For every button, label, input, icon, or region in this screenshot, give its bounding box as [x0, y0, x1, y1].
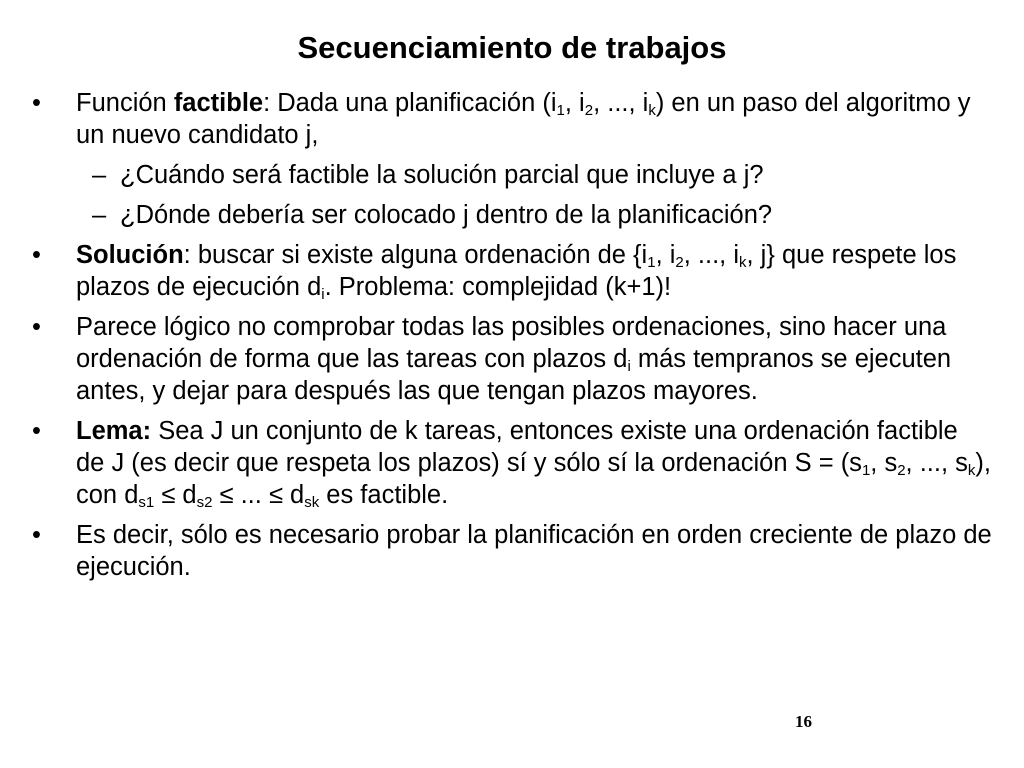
- sub-item-text: ¿Cuándo será factible la solución parcial que incluye a j?: [120, 161, 764, 189]
- bullet-es-decir: [32, 519, 992, 583]
- bullet-marker: •: [32, 89, 41, 117]
- subscript: 2: [675, 254, 684, 271]
- slide-title: Secuenciamiento de trabajos: [297, 30, 727, 65]
- subscript: k: [967, 462, 976, 479]
- bullet-marker: •: [32, 241, 41, 269]
- text-run: , j} que respete los plazos de ejecución d: [76, 241, 957, 301]
- text-run: ≤ d: [154, 481, 197, 509]
- subscript: i: [627, 358, 631, 375]
- bullet-lema: [32, 415, 992, 511]
- bullet-marker: •: [32, 521, 41, 549]
- sub-item-donde: [32, 199, 992, 231]
- text-run: , i: [655, 241, 676, 269]
- subscript: 1: [556, 102, 565, 119]
- subscript: k: [739, 254, 747, 271]
- subscript: 2: [897, 462, 906, 479]
- bullet-text: [76, 313, 951, 405]
- text-run: , i: [564, 89, 585, 117]
- page-number: 16: [795, 712, 812, 731]
- text-run: Parece lógico no comprobar todas las posibles ordenaciones, sino hacer una ordenación de forma que las tareas con plazos d: [76, 313, 947, 373]
- dash-marker: –: [92, 201, 107, 229]
- text-run: Sea J un conjunto de k tareas, entonces existe una ordenación factible de J (es decir que respeta los plazos) sí y sólo sí la ordenación S = (s: [76, 417, 958, 477]
- subscript: 1: [861, 462, 871, 479]
- dash-marker: –: [92, 161, 107, 189]
- bullet-funcion-factible: [32, 87, 992, 151]
- sub-item-text: ¿Dónde debería ser colocado j dentro de la planificación?: [120, 201, 773, 229]
- slide-content: [32, 87, 992, 591]
- bullet-solucion: [32, 239, 992, 303]
- text-run: : buscar si existe alguna ordenación de {i: [183, 241, 648, 269]
- subscript: i: [321, 286, 325, 303]
- text-run: es factible.: [319, 481, 449, 509]
- subscript: 1: [647, 254, 656, 271]
- text-run: : Dada una planificación (i: [263, 89, 557, 117]
- bullet-text: Es decir, sólo es necesario probar la planificación en orden creciente de plazo de ejecución.: [76, 521, 992, 581]
- text-run: , ..., i: [593, 89, 649, 117]
- text-run: , ..., i: [683, 241, 740, 269]
- bullet-text: [76, 241, 956, 301]
- bullet-marker: •: [32, 417, 41, 445]
- subscript: k: [648, 102, 656, 119]
- bullet-marker: •: [32, 313, 41, 341]
- bold-term: factible: [173, 89, 264, 117]
- text-run: ) en un paso del algoritmo y un nuevo candidato j,: [76, 89, 971, 149]
- text-run: ), con d: [76, 449, 991, 509]
- bold-term: Solución: [76, 241, 184, 269]
- bullet-text: [76, 417, 991, 509]
- subscript: s1: [138, 494, 155, 511]
- text-run: , s: [870, 449, 898, 477]
- text-run: . Problema: complejidad (k+1)!: [324, 273, 672, 301]
- subscript: sk: [304, 494, 320, 511]
- text-run: , ..., s: [905, 449, 968, 477]
- text-run: ≤ ... ≤ d: [212, 481, 305, 509]
- subscript: s2: [196, 494, 213, 511]
- sub-item-cuando: [32, 159, 992, 191]
- bullet-text: [76, 89, 971, 149]
- bold-term: Lema:: [76, 417, 152, 445]
- text-run: Función: [76, 89, 174, 117]
- subscript: 2: [584, 102, 594, 119]
- text-run: más tempranos se ejecuten antes, y dejar para después las que tengan plazos mayores.: [76, 345, 952, 405]
- bullet-parece-logico: [32, 311, 992, 407]
